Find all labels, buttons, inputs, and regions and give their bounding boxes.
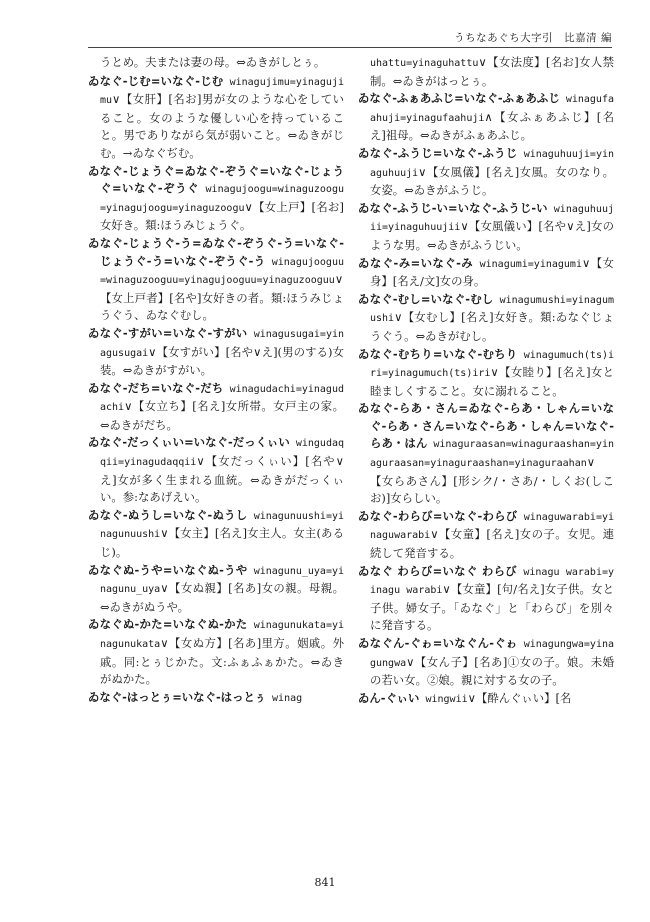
dictionary-entry — [88, 616, 344, 688]
entry-definition: ∨【女立ち】[名え]女所帯。女戸主の家。⇔ゐきがだち。 — [100, 399, 344, 432]
entry-definition: うとめ。夫または妻の母。⇔ゐきがしとぅ。 — [100, 55, 326, 69]
dictionary-entry — [358, 145, 614, 200]
entry-headword: ゐなぐ-だち=いなぐ-だち — [88, 380, 224, 395]
entry-definition: ∨【女法度】[名お]女人禁制。⇔ゐきがはっとぅ。 — [370, 55, 614, 88]
dictionary-entry — [358, 200, 614, 255]
entry-romanization: winagumuch(ts)iri=yinagumuch(ts)iri — [370, 349, 614, 380]
entry-headword: ゐなぐぬ-うや=いなぐぬ-うや — [88, 562, 248, 577]
entry-headword: ゐなぐ-じょうぐ=ゐなぐ-ぞうぐ=いなぐ-じょうぐ=いなぐ-ぞうぐ — [88, 163, 344, 196]
dictionary-entry — [358, 54, 614, 90]
entry-romanization: winagudachi=yinagudachi — [100, 383, 344, 414]
dictionary-entry — [88, 73, 344, 163]
entry-headword: ゐなぐ-ふぁあふじ=いなぐ-ふぁあふじ — [358, 91, 560, 106]
entry-definition: ∨【女上戸者】[名や]女好きの者。類:ほうみじょうぐう、ゐなぐむし。 — [100, 272, 344, 323]
entry-romanization: winagunukata=yinagunukata — [100, 620, 344, 650]
entry-headword: ゐなぐ わらび=いなぐ わらび — [358, 563, 518, 578]
entry-romanization: winaguhuuji=yinaguhuuji — [370, 148, 614, 179]
dictionary-entry — [88, 163, 344, 235]
dictionary-entry — [88, 380, 344, 435]
entry-headword: ゐなぐ-だっくぃい=いなぐ-だっくぃい — [88, 435, 290, 450]
entry-romanization: winagujimu=yinagujimu — [100, 76, 344, 107]
dictionary-entry — [88, 325, 344, 380]
dictionary-entry — [358, 291, 614, 346]
entry-romanization: winagunuushi=yinagunuushi — [100, 510, 344, 541]
entry-definition: ∨【女だっくぃい】[名や∨え]女が多く生まれる血統。⇔ゐきがだっくぃい。参:なあげえい。 — [100, 454, 344, 505]
entry-headword: ゐなぐ-はっとぅ=いなぐ-はっとぅ — [88, 689, 267, 704]
left-column — [88, 54, 344, 844]
entry-headword: ゐなぐ-むし=いなぐ-むし — [358, 291, 494, 306]
entry-definition: ∧【女ふぁあふじ】[名え]祖母。⇔ゐきがふぁあふじ。 — [370, 109, 614, 143]
entry-romanization: winaguraasan=winaguraashan=yinaguraasan=yinaguraashan=yinaguraahan — [370, 439, 614, 470]
entry-headword: ゐなぐん-ぐゎ=いなぐん-ぐゎ — [358, 636, 518, 650]
entry-headword: ゐなぐ-むちり=いなぐ-むちり — [358, 346, 518, 361]
dictionary-entry — [358, 90, 614, 145]
entry-definition: ∨【女身】[名え/文]女の身。 — [370, 255, 614, 289]
entry-definition: ∨【女睦り】[名え]女と睦ましくすること。女に溺れること。 — [370, 365, 614, 398]
entry-definition: ∨【女ぬ方】[名あ]里方。姻戚。外戚。同:とぅじかた。文:ふぁふぁかた。⇔ゐきがぬかた。 — [100, 636, 344, 687]
entry-headword: ゐん-ぐぃい — [358, 690, 420, 705]
running-header: うちなあぐち大字引 比嘉清 編 — [454, 32, 612, 44]
entry-definition: ∨【女らあさん】[形シク/・さあ/・しくお(しこお)]女らしい。 — [370, 455, 614, 506]
dictionary-entry — [358, 635, 614, 690]
dictionary-entry — [358, 508, 614, 563]
entry-headword: ゐなぐ-ふうじ=いなぐ-ふうじ — [358, 145, 518, 160]
dictionary-entry — [88, 562, 344, 617]
entry-definition: ∨【女童】[名え]女の子。女児。連続して発音する。 — [370, 527, 614, 561]
entry-headword: ゐなぐ-み=いなぐ-み — [358, 255, 474, 270]
dictionary-entry — [358, 400, 614, 508]
entry-headword: ゐなぐ-ぬうし=いなぐ-ぬうし — [88, 507, 248, 522]
dictionary-entry — [88, 434, 344, 506]
dictionary-entry — [358, 346, 614, 401]
page-number: 841 — [314, 876, 336, 889]
dictionary-entry — [88, 689, 344, 708]
entry-definition: ∨【女童】[句/名え]女子供。女と子供。婦女子。「ゐなぐ」と「わらび」を別々に発音する。 — [370, 582, 614, 633]
entry-definition: ∨【女風儀】[名え]女風。女のなり。女姿。⇔ゐきがふうじ。 — [370, 164, 614, 198]
entry-definition: ∨【女ぬ親】[名あ]女の親。母親。⇔ゐきがぬうや。 — [100, 581, 344, 614]
entry-headword: ゐなぐ-じょうぐ-う=ゐなぐ-ぞうぐ-う=いなぐ-じょうぐ-う=いなぐ-ぞうぐ-う — [88, 235, 344, 268]
entry-definition: ∨【女風儀い】[名や∨え]女のような男。⇔ゐきがふうじい。 — [370, 219, 614, 252]
entry-romanization: winagufaahuji=yinagufaahuji — [370, 94, 614, 124]
entry-romanization: winagusugai=yinagusugai — [100, 328, 344, 359]
entry-headword: ゐなぐ-わらび=いなぐ-わらび — [358, 508, 518, 523]
dictionary-entry — [358, 563, 614, 635]
right-column — [358, 54, 614, 844]
entry-definition: ∨【女肝】[名お]男が女のような心をしていること。女のような優しい心を持っていること。男でありながら気が弱いこと。⇔ゐきがじむ。→ゐなぐぢむ。 — [100, 92, 344, 160]
entry-definition: ∨【酔んぐぃい】[名 — [467, 690, 572, 705]
dictionary-entry — [88, 507, 344, 562]
entry-romanization: winaguwarabi=yinaguwarabi — [370, 511, 614, 542]
entry-romanization: uhattu=yinaguhattu — [370, 58, 479, 69]
entry-romanization: wingwii — [419, 693, 468, 705]
entry-romanization: winag — [266, 692, 303, 704]
entry-headword: ゐなぐ-すがい=いなぐ-すがい — [88, 325, 248, 340]
entry-romanization: wingudaqqii=yinagudaqqii — [100, 438, 344, 469]
entry-headword: ゐなぐ-じむ=いなぐ-じむ — [88, 73, 224, 88]
dictionary-entry — [88, 54, 344, 73]
entry-romanization: winagujooguu=winaguzooguu=yinagujooguu=yinaguzooguu — [100, 256, 344, 287]
entry-headword: ゐなぐ-らあ・さん=ゐなぐ-らあ・しゃん=いなぐ-らあ・さん=いなぐ-らあ・しゃん=いなぐ-らあ・はん — [358, 401, 614, 451]
entry-definition: ∨【女すがい】[名や∨え](男のする)女装。⇔ゐきがすがい。 — [100, 344, 344, 378]
entry-headword: ゐなぐ-ふうじ-い=いなぐ-ふうじ-い — [358, 200, 548, 215]
dictionary-entry — [358, 690, 614, 709]
entry-romanization: winagunu_uya=yinagunu_uya — [100, 565, 344, 596]
entry-definition: ∨【女主】[名え]女主人。女主(あるじ)。 — [100, 526, 344, 560]
entry-romanization: winagungwa=yinagungwa — [370, 639, 614, 669]
entry-definition: ∨【女むし】[名え]女好き。類:ゐなぐじょうぐう。⇔ゐきがむし。 — [370, 310, 614, 343]
header-rule — [88, 47, 612, 48]
entry-definition: ∨【女上戸】[名お]女好き。類:ほうみじょうぐ。 — [100, 199, 344, 233]
entry-definition: ∨【女ん子】[名あ]①女の子。娘。未婚の若い女。②娘。親に対する女の子。 — [370, 654, 614, 688]
entry-romanization: winagu warabi=yinagu warabi — [370, 566, 614, 597]
dictionary-entry — [358, 255, 614, 291]
entry-romanization: winagumi=yinagumi — [473, 258, 582, 270]
entry-romanization: winagujoogu=winaguzoogu=yinagujoogu=yinaguzoogu — [100, 184, 344, 214]
entry-romanization: winagumushi=yinagumushi — [370, 294, 614, 325]
dictionary-entry — [88, 235, 344, 325]
entry-headword: ゐなぐぬ-かた=いなぐぬ-かた — [88, 617, 248, 632]
entry-romanization: winaguhuujii=yinaguhuujii — [370, 203, 614, 234]
